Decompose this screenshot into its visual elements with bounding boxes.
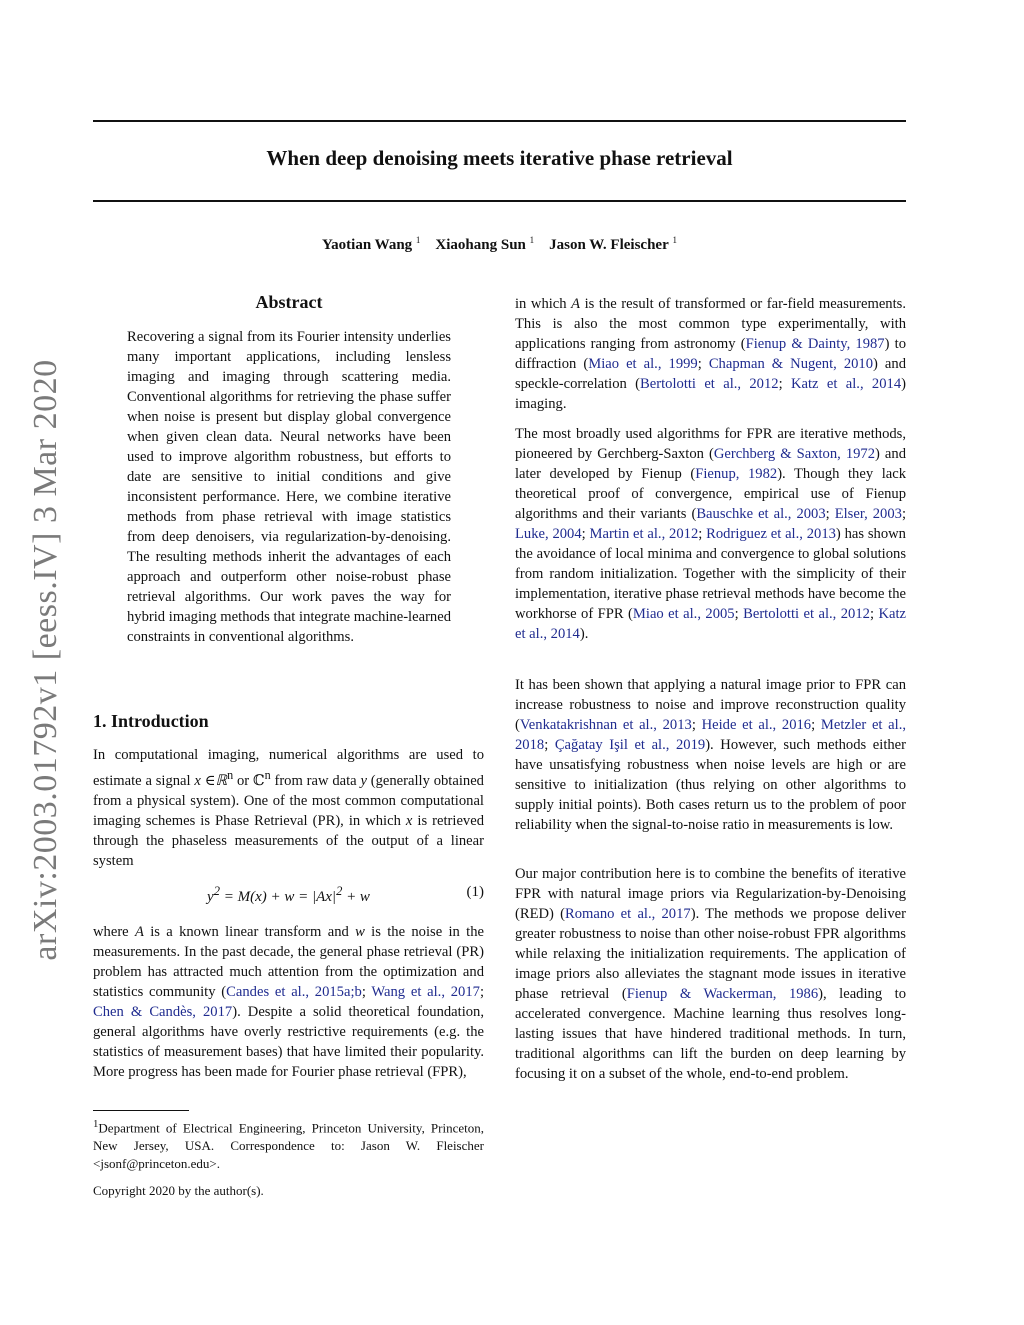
intro-paragraph: In computational imaging, numerical algorithms are used to estimate a signal x ∈ℝ$^n$ or ℂ$^n$ from raw data y (generally obtained from a physical system). One of the most common computational imaging schemes is Phase Retrieval (PR), in which x is retrieved through the phaseless measurements of the output of a linear system — [93, 747, 484, 869]
citation-link[interactable]: Wang et al., 2017 — [371, 984, 480, 1000]
citation-link[interactable]: Miao et al., 1999 — [588, 356, 698, 372]
citation-link[interactable]: Fienup & Dainty, 1987 — [745, 336, 885, 352]
abstract-text: Recovering a signal from its Fourier intensity underlies many important applications, including lensless imaging and imaging through scattering media. Conventional algorithms for retrieving the phase suffer when noise is present but display global convergence when given clean data. Neural networks have been used to improve algorithm robustness, but efforts to date are sensitive to initial conditions and give inconsistent performance. Here, we combine iterative methods from phase retrieval with image statistics from deep denoisers, via regularization-by-denoising. The resulting methods inherit the advantages of each approach and outperform other noise-robust phase retrieval algorithms. Our work paves the way for hybrid imaging methods that integrate machine-learned constraints in conventional algorithms. — [127, 329, 451, 645]
citation-link[interactable]: Chen & Candès, 2017 — [93, 1004, 233, 1020]
title-bottom-rule — [93, 200, 906, 202]
citation-link[interactable]: Heide et al., 2016 — [701, 717, 812, 733]
citation-link[interactable]: Martin et al., 2012 — [589, 526, 699, 542]
paper-title: When deep denoising meets iterative phase retrieval — [266, 146, 733, 170]
citation-link[interactable]: Bertolotti et al., 2012 — [743, 606, 870, 622]
author-affil-sup: 1 — [415, 235, 421, 245]
citation-link[interactable]: Rodriguez et al., 2013 — [706, 526, 836, 542]
citation-link[interactable]: Fienup & Wackerman, 1986 — [626, 986, 819, 1002]
title-top-rule — [93, 120, 906, 122]
copyright-notice: Copyright 2020 by the author(s). — [93, 1183, 264, 1198]
intro-paragraph: where A is a known linear transform and w is the noise in the measurements. In the past decade, the general phase retrieval (PR) problem has attracted much attention from the optimization and statistics community (Candes et al., 2015a;b; Wang et al., 2017; Chen & Candès, 2017). Despite a solid theoretical foundation, general algorithms have overly restrictive requirements (e.g. the statistics of measurement bases) that have limited their popularity. More progress has been made for Fourier phase retrieval (FPR), — [93, 924, 484, 1080]
citation-link[interactable]: Fienup, 1982 — [695, 466, 778, 482]
section-heading-introduction: 1. Introduction — [93, 711, 209, 731]
right-paragraph: It has been shown that applying a natural image prior to FPR can increase robustness to noise and improve reconstruction quality (Venkatakrishnan et al., 2013; Heide et al., 2016; Metzler et al., 2018; Çağatay Işil et al., 2019). However, such methods either have unsatisfying robustness when noise levels are high or are sensitive to initialization (thus relying on other algorithms to supply initial points). Both cases return us to the problem of poor reliability when the signal-to-noise ratio in measurements is low. — [515, 677, 907, 833]
citation-link[interactable]: Katz et al., 2014 — [515, 606, 906, 642]
arxiv-id: arXiv:2003.01792v1 [eess.IV] 3 Mar 2020 — [27, 359, 64, 961]
citation-link[interactable]: Candes et al., 2015a;b — [226, 984, 362, 1000]
citation-link[interactable]: Çağatay Işil et al., 2019 — [554, 737, 706, 753]
citation-link[interactable]: Bauschke et al., 2003 — [696, 506, 826, 522]
equation-number: (1) — [466, 884, 484, 900]
author-name: Yaotian Wang — [322, 237, 413, 253]
citation-link[interactable]: Romano et al., 2017 — [565, 906, 691, 922]
footnote: $^1$Department of Electrical Engineering, Princeton University, Princeton, New Jersey, USA. Correspondence to: Jason W. Fleischer <jsonf@princeton.edu>. — [93, 1118, 484, 1172]
author-affil-sup: 1 — [529, 235, 535, 245]
citation-link[interactable]: Elser, 2003 — [834, 506, 902, 522]
footnote-rule — [93, 1110, 189, 1111]
citation-link[interactable]: Venkatakrishnan et al., 2013 — [519, 717, 692, 733]
equation-1: $y^2 = M(x) + w = |Ax|^2 + w$ (1) — [207, 884, 484, 905]
citation-link[interactable]: Bertolotti et al., 2012 — [640, 376, 779, 392]
abstract-heading: Abstract — [255, 292, 323, 312]
citation-link[interactable]: Gerchberg & Saxton, 1972 — [713, 446, 876, 462]
citation-link[interactable]: Chapman & Nugent, 2010 — [708, 356, 874, 372]
arxiv-sidebar — [16, 265, 76, 1055]
author-list — [93, 235, 906, 254]
author-affil-sup: 1 — [672, 235, 677, 245]
author-name: Xiaohang Sun — [435, 237, 526, 253]
right-paragraph: Our major contribution here is to combine the benefits of iterative FPR with natural image priors via Regularization-by-Denoising (RED) (Romano et al., 2017). The methods we propose deliver greater robustness to noise than other noise-robust FPR algorithms while relaxing the initialization requirements. The application of image priors also alleviates the stagnant mode issues in iterative phase retrieval (Fienup & Wackerman, 1986), leading to accelerated convergence. Machine learning thus resolves long-lasting issues that have hindered traditional methods. In turn, traditional algorithms can lift the burden on deep learning by focusing it on a subset of the whole, end-to-end problem. — [515, 866, 907, 1082]
citation-link[interactable]: Katz et al., 2014 — [790, 376, 902, 392]
citation-link[interactable]: Miao et al., 2005 — [632, 606, 735, 622]
citation-link[interactable]: Metzler et al., 2018 — [515, 717, 907, 753]
right-paragraph: The most broadly used algorithms for FPR are iterative methods, pioneered by Gerchberg-Saxton (Gerchberg & Saxton, 1972) and later developed by Fienup (Fienup, 1982). Though they lack theoretical proof of convergence, empirical use of Fienup algorithms and their variants (Bauschke et al., 2003; Elser, 2003; Luke, 2004; Martin et al., 2012; Rodriguez et al., 2013) has shown the avoidance of local minima and convergence to global solutions from random initialization. Together with the simplicity of their implementation, iterative phase retrieval methods have become the workhorse of FPR (Miao et al., 2005; Bertolotti et al., 2012; Katz et al., 2014). — [515, 426, 907, 642]
citation-link[interactable]: Luke, 2004 — [515, 526, 582, 542]
right-paragraph: in which A is the result of transformed or far-field measurements. This is also the most common type experimentally, with applications ranging from astronomy (Fienup & Dainty, 1987) to diffraction (Miao et al., 1999; Chapman & Nugent, 2010) and speckle-correlation (Bertolotti et al., 2012; Katz et al., 2014) imaging. — [515, 296, 906, 412]
author-name: Jason W. Fleischer — [549, 237, 669, 253]
